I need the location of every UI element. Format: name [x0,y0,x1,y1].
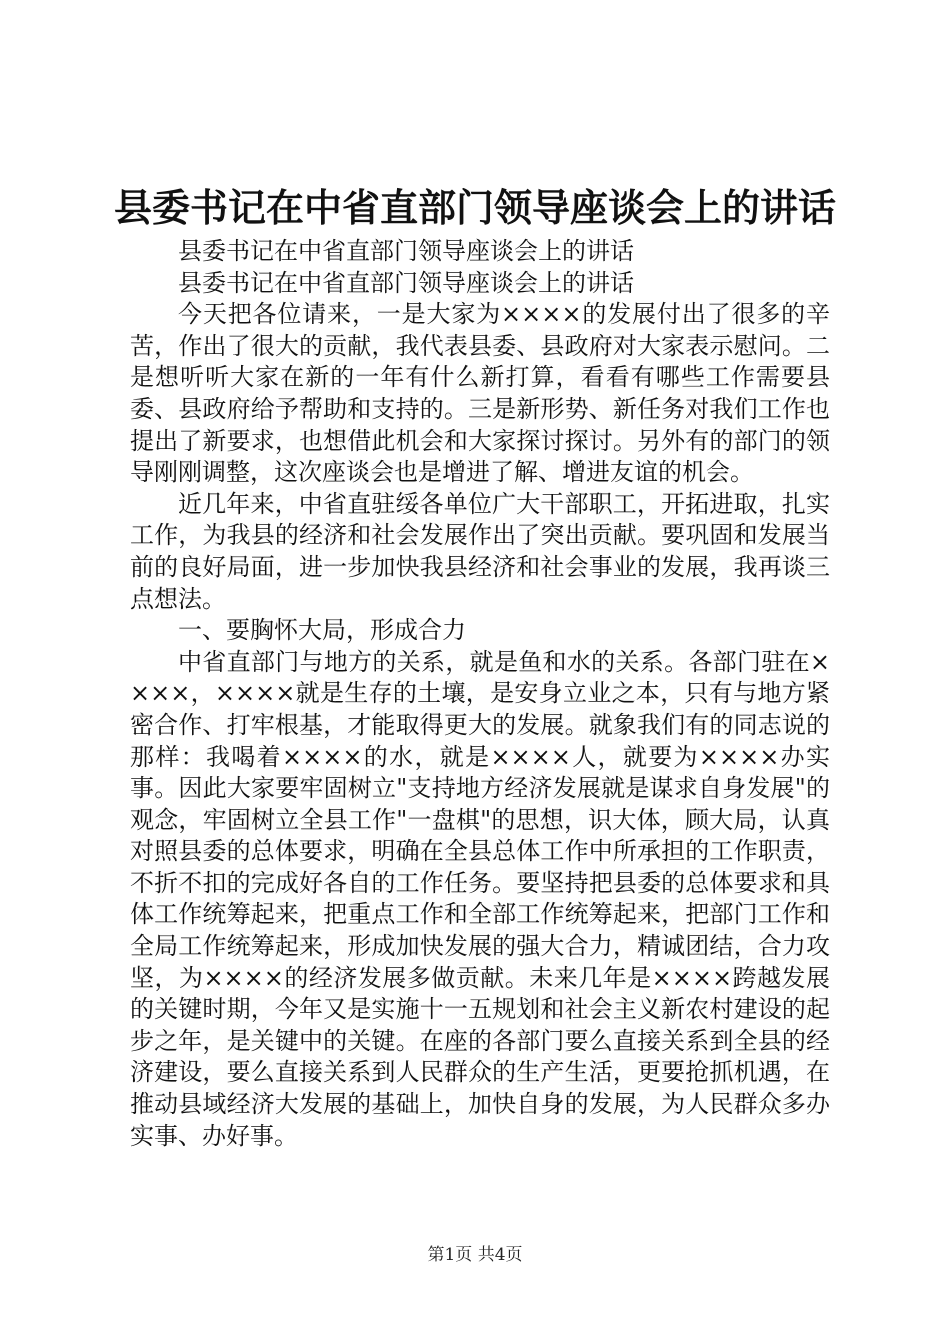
body-paragraph: 近几年来，中省直驻绥各单位广大干部职工，开拓进取，扎实工作，为我县的经济和社会发展作出了突出贡献。要巩固和发展当前的良好局面，进一步加快我县经济和社会事业的发展，我再谈三点想法。 [130,489,830,613]
document-title: 县委书记在中省直部门领导座谈会上的讲话 [113,185,836,230]
document-body [130,236,830,1152]
subtitle-line: 县委书记在中省直部门领导座谈会上的讲话 [178,268,634,297]
page-footer: 第1页 共4页 [427,1245,523,1265]
subtitle-line: 县委书记在中省直部门领导座谈会上的讲话 [178,237,634,265]
body-paragraph: 中省直部门与地方的关系，就是鱼和水的关系。各部门驻在××××，××××就是生存的土壤，是安身立业之本，只有与地方紧密合作、打牢根基，才能取得更大的发展。就象我们有的同志说的那样：我喝着××××的水，就是××××人，就要为××××办实事。因此大家要牢固树立"支持地方经济发展就是谋求自身发展"的观念，牢固树立全县工作"一盘棋"的思想，识大体，顾大局，认真对照县委的总体要求，明确在全县总体工作中所承担的工作职责，不折不扣的完成好各自的工作任务。要坚持把县委的总体要求和具体工作统筹起来，把重点工作和全部工作统筹起来，把部门工作和全局工作统筹起来，形成加快发展的强大合力，精诚团结，合力攻坚，为××××的经济发展多做贡献。未来几年是××××跨越发展的关键时期，今年又是实施十一五规划和社会主义新农村建设的起步之年，是关键中的关键。在座的各部门要么直接关系到全县的经济建设，要么直接关系到人民群众的生产生活，更要抢抓机遇，在推动县域经济大发展的基础上，加快自身的发展，为人民群众多办实事、办好事。 [130,647,830,1150]
body-paragraph: 今天把各位请来，一是大家为××××的发展付出了很多的辛苦，作出了很大的贡献，我代表县委、县政府对大家表示慰问。二是想听听大家在新的一年有什么新打算，看看有哪些工作需要县委、县政府给予帮助和支持的。三是新形势、新任务对我们工作也提出了新要求，也想借此机会和大家探讨探讨。另外有的部门的领导刚刚调整，这次座谈会也是增进了解、增进友谊的机会。 [130,300,830,487]
section-heading: 一、要胸怀大局，形成合力 [178,616,466,645]
